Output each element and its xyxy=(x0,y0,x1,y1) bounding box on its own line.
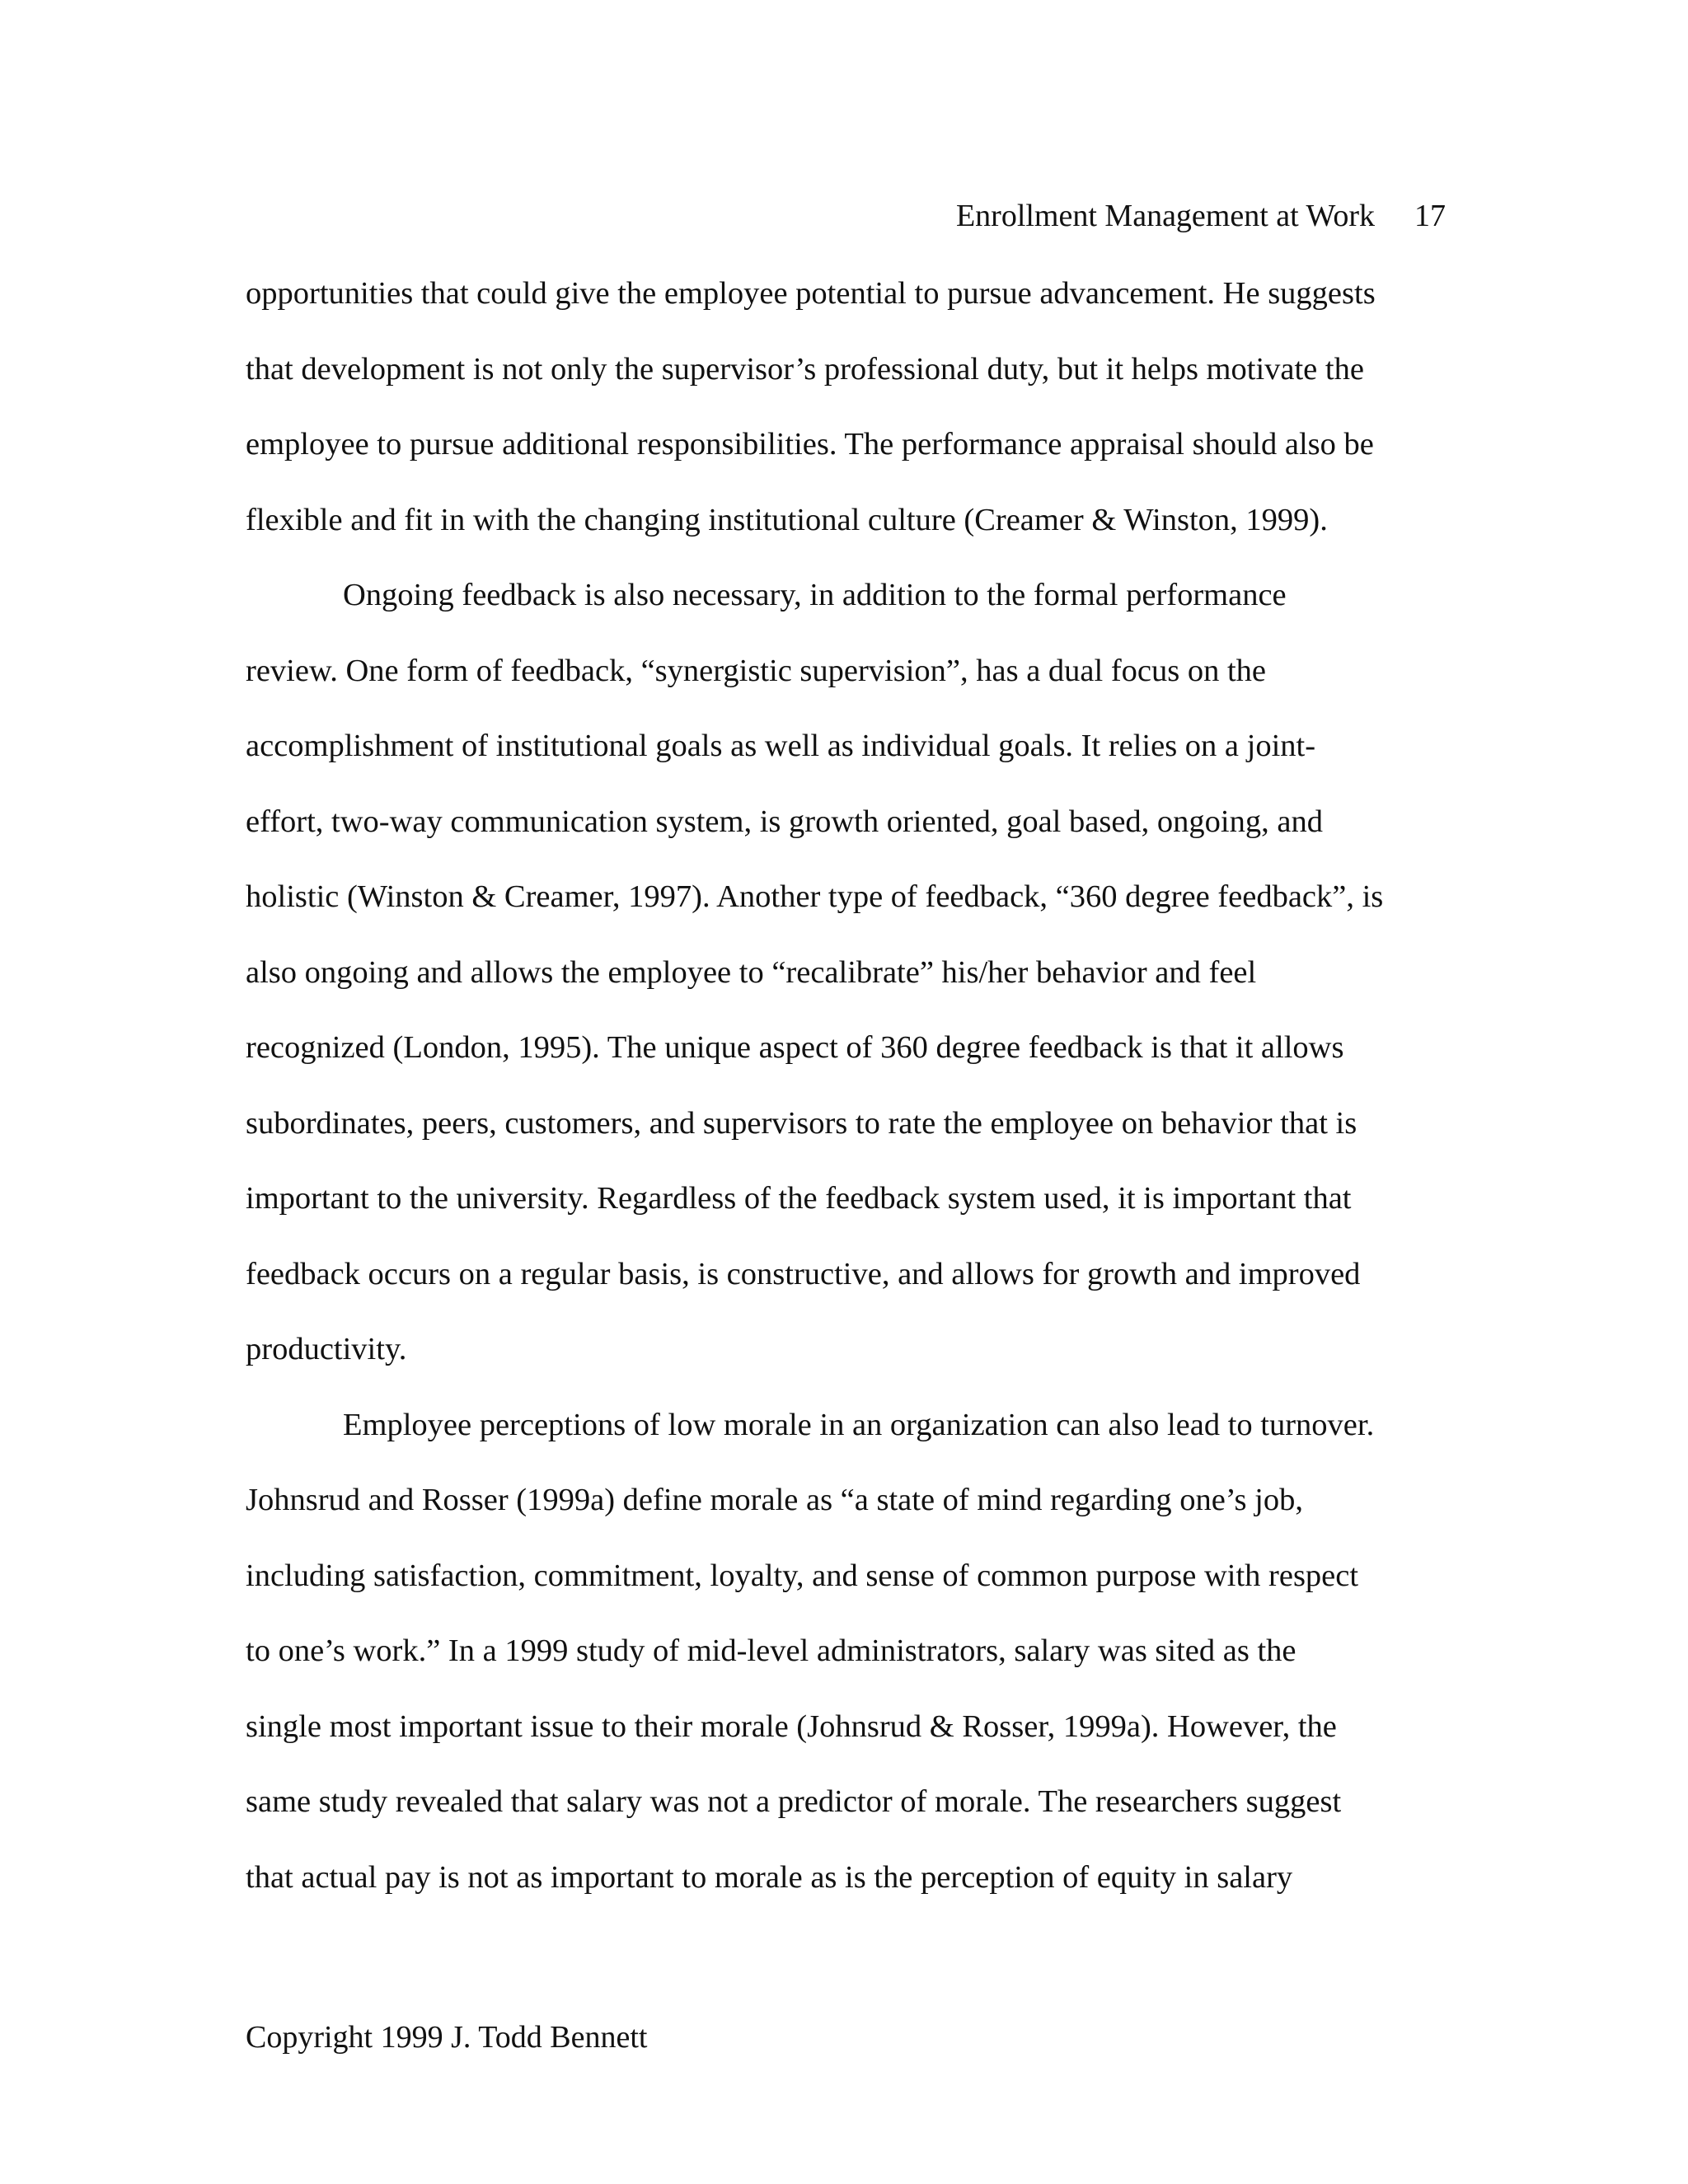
body-line: feedback occurs on a regular basis, is constructive, and allows for growth and improved xyxy=(246,1256,1361,1291)
body-line: including satisfaction, commitment, loyalty, and sense of common purpose with respect xyxy=(246,1558,1359,1593)
body-line: review. One form of feedback, “synergistic supervision”, has a dual focus on the xyxy=(246,653,1267,688)
body-text xyxy=(246,272,1449,1931)
body-line: to one’s work.” In a 1999 study of mid-level administrators, salary was sited as the xyxy=(246,1633,1296,1668)
body-line: holistic (Winston & Creamer, 1997). Another type of feedback, “360 degree feedback”, is xyxy=(246,879,1384,914)
copyright-footer: Copyright 1999 J. Todd Bennett xyxy=(246,2020,648,2055)
running-head-title: Enrollment Management at Work xyxy=(955,199,1375,233)
body-line: same study revealed that salary was not a predictor of morale. The researchers suggest xyxy=(246,1784,1342,1819)
body-line: Johnsrud and Rosser (1999a) define morale as “a state of mind regarding one’s job, xyxy=(246,1483,1303,1517)
body-line: subordinates, peers, customers, and supervisors to rate the employee on behavior that is xyxy=(246,1105,1357,1141)
body-line: also ongoing and allows the employee to “recalibrate” his/her behavior and feel xyxy=(246,954,1257,990)
body-line: recognized (London, 1995). The unique aspect of 360 degree feedback is that it allows xyxy=(246,1030,1344,1065)
body-line: employee to pursue additional responsibilities. The performance appraisal should also be xyxy=(246,427,1374,462)
body-line: accomplishment of institutional goals as well as individual goals. It relies on a joint- xyxy=(246,729,1316,763)
body-line: productivity. xyxy=(246,1332,407,1366)
page-number: 17 xyxy=(1414,199,1446,233)
paragraph-first-line: Employee perceptions of low morale in an organization can also lead to turnover. xyxy=(343,1407,1375,1442)
body-line: important to the university. Regardless of the feedback system used, it is important that xyxy=(246,1181,1352,1216)
body-line: that actual pay is not as important to morale as is the perception of equity in salary xyxy=(246,1859,1293,1895)
running-head xyxy=(956,194,1446,237)
body-line: flexible and fit in with the changing institutional culture (Creamer & Winston, 1999). xyxy=(246,502,1328,537)
body-line: single most important issue to their morale (Johnsrud & Rosser, 1999a). However, the xyxy=(246,1708,1337,1744)
paragraph-first-line: Ongoing feedback is also necessary, in addition to the formal performance xyxy=(343,578,1287,612)
body-line: that development is not only the supervisor’s professional duty, but it helps motivate the xyxy=(246,351,1364,387)
body-line: effort, two-way communication system, is growth oriented, goal based, ongoing, and xyxy=(246,804,1323,839)
body-line: opportunities that could give the employee potential to pursue advancement. He suggests xyxy=(246,276,1376,311)
